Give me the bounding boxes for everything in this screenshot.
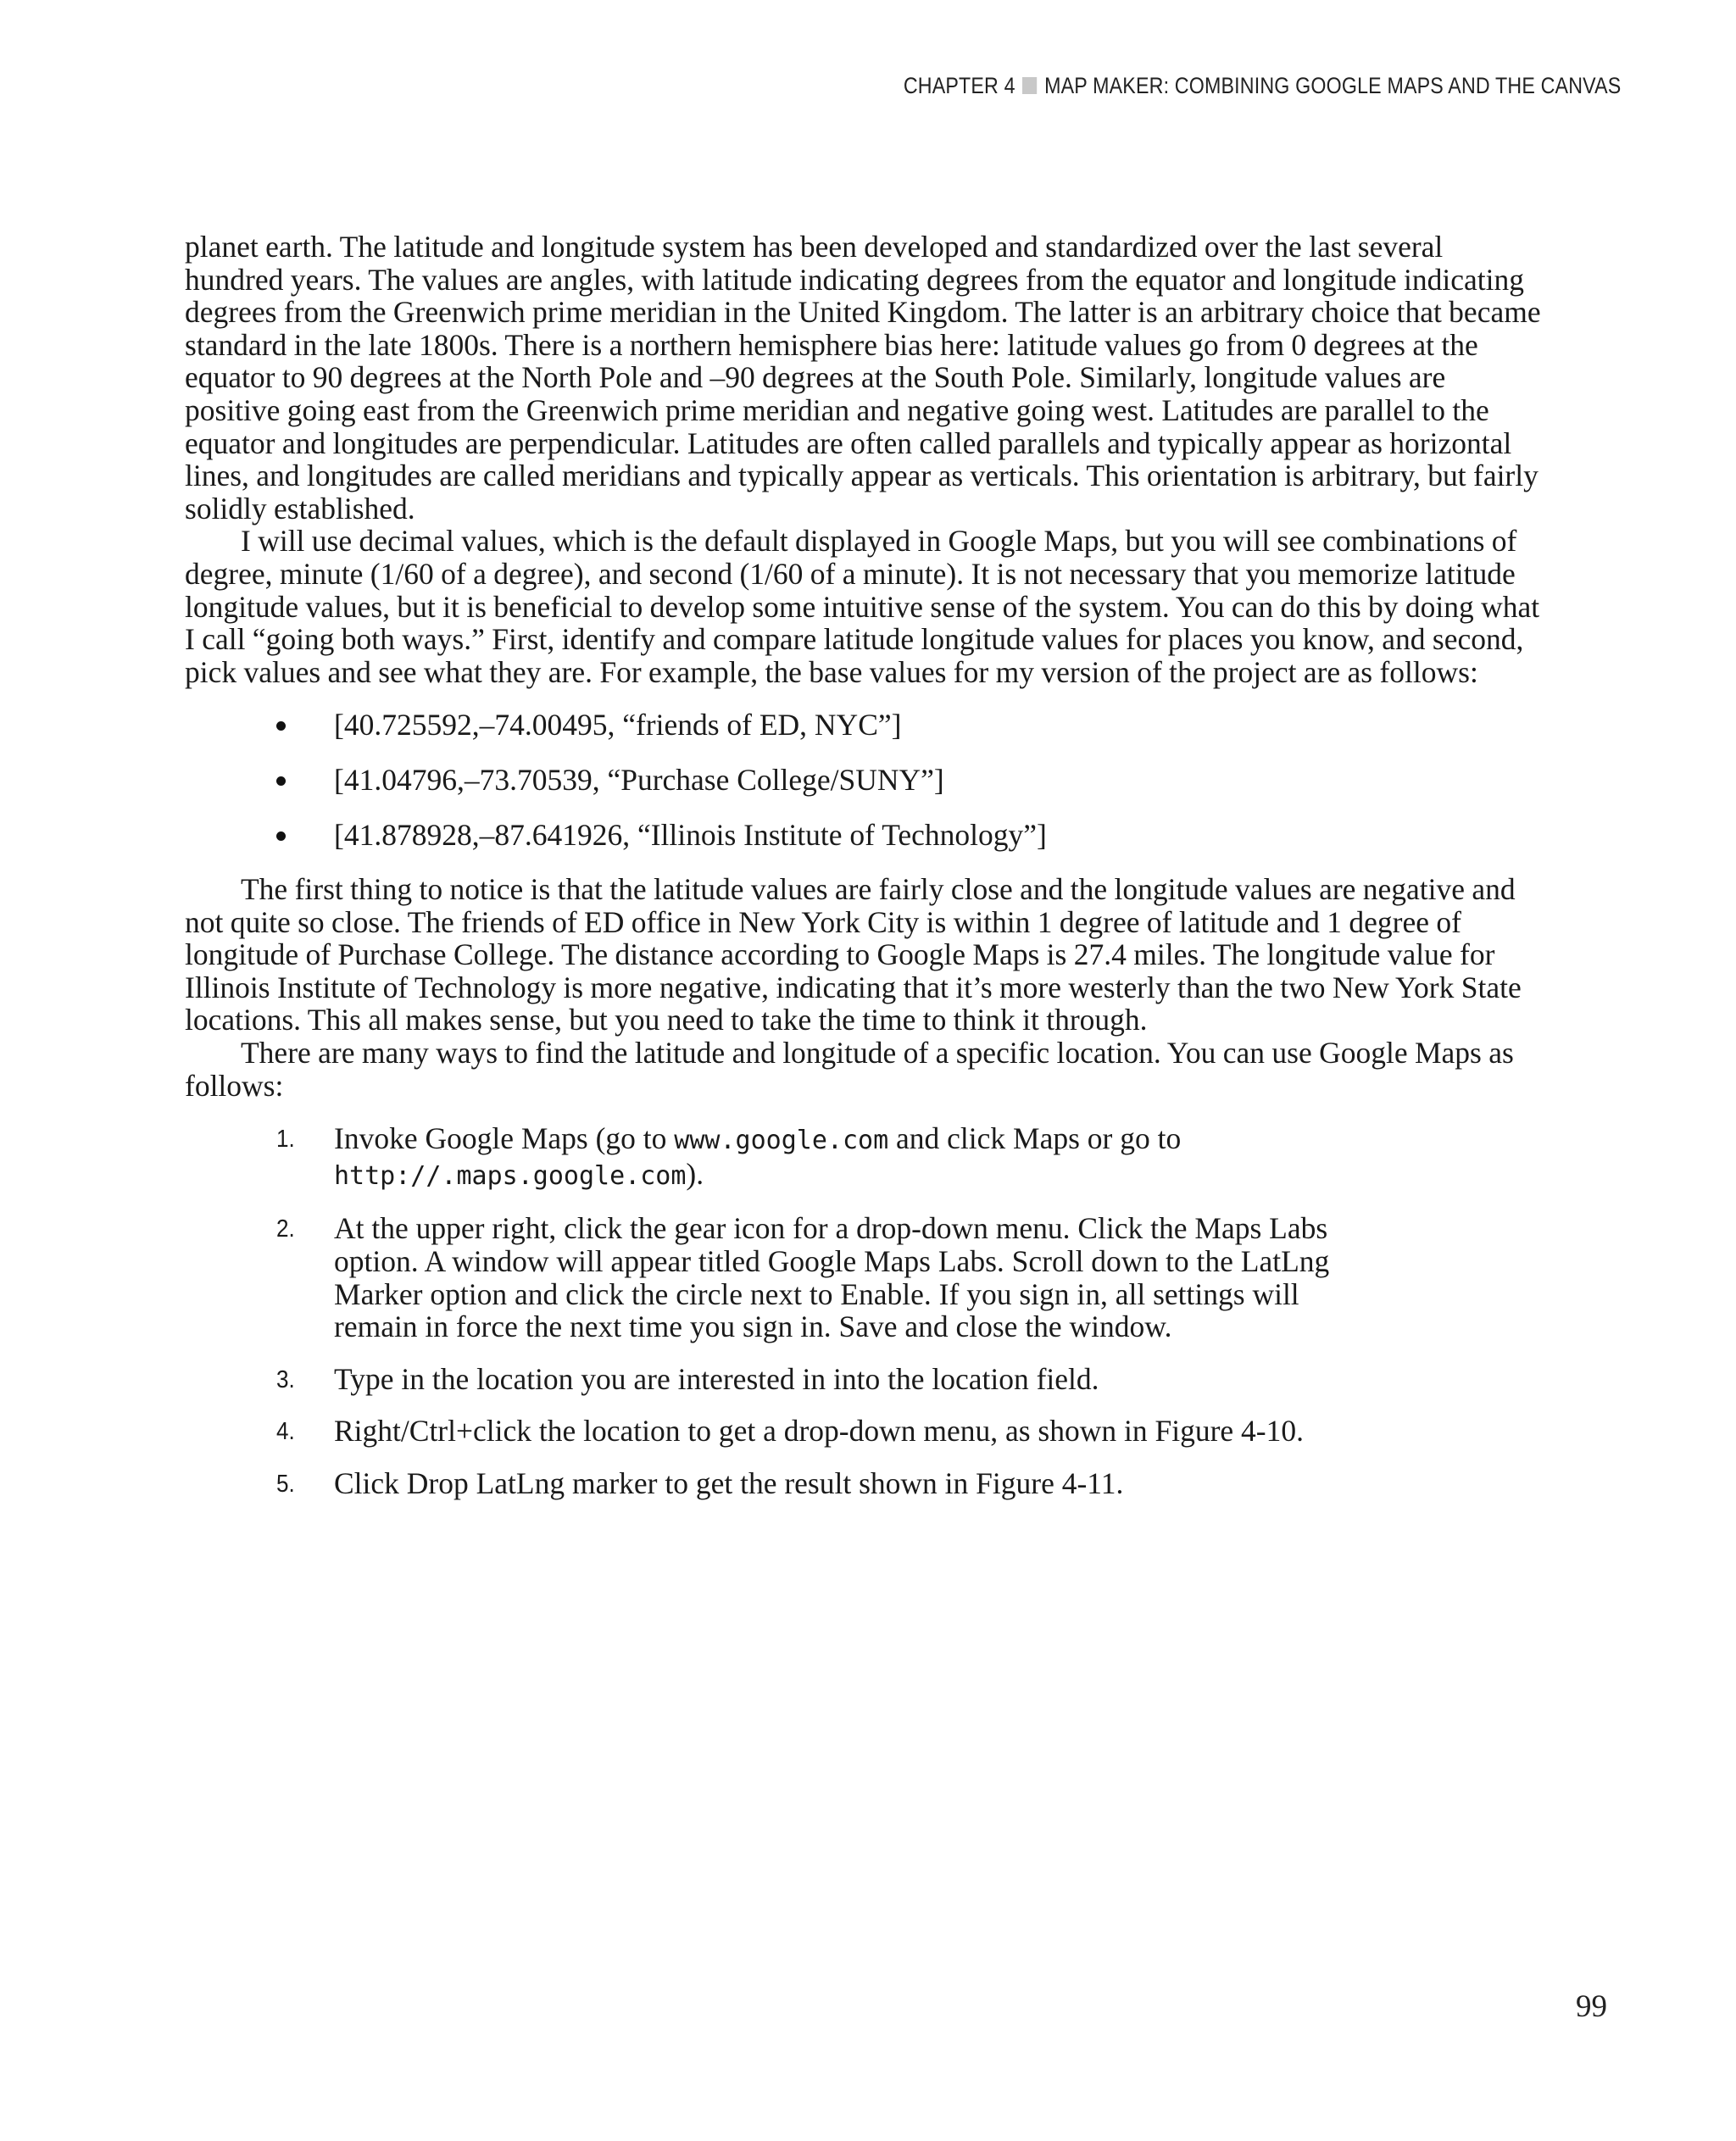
step-number: 2. bbox=[276, 1215, 295, 1243]
page-body bbox=[185, 231, 1541, 1520]
page-number: 99 bbox=[1576, 1989, 1607, 2024]
list-item bbox=[185, 819, 1541, 852]
step-item bbox=[185, 1212, 1355, 1343]
step-text: Invoke Google Maps (go to bbox=[334, 1121, 675, 1156]
steps-list bbox=[185, 1122, 1355, 1499]
maps-url: http://.maps.google.com bbox=[334, 1160, 687, 1191]
step-item bbox=[185, 1467, 1355, 1500]
square-separator-icon bbox=[1022, 77, 1037, 94]
google-url: www.google.com bbox=[674, 1126, 889, 1156]
step-text: Type in the location you are interested in into the location field. bbox=[334, 1361, 1099, 1396]
step-item bbox=[185, 1415, 1355, 1448]
step-text: At the upper right, click the gear icon for a drop-down menu. Click the Maps Labs option. A window will appear titled Google Maps Labs. Scroll down to the LatLng Marker option and click the circle next to Enable. If you sign in, all settings will remain in force the next time you sign in. Save and close the window. bbox=[334, 1211, 1330, 1344]
step-number: 1. bbox=[276, 1126, 295, 1154]
list-item bbox=[185, 709, 1541, 742]
step-number: 3. bbox=[276, 1365, 295, 1393]
list-item-text: [41.04796,–73.70539, “Purchase College/SUNY”] bbox=[334, 762, 944, 797]
running-header bbox=[903, 73, 1621, 99]
step-text: Click Drop LatLng marker to get the result shown in Figure 4-11. bbox=[334, 1466, 1124, 1500]
bullet-icon bbox=[276, 831, 286, 841]
list-item bbox=[185, 764, 1541, 797]
step-item bbox=[185, 1122, 1355, 1193]
paragraph-decimal-values: I will use decimal values, which is the default displayed in Google Maps, but you will see combinations of degree, minute (1/60 of a degree), and second (1/60 of a minute). It is not necessary that you memorize latitude longitude values, but it is beneficial to develop some intuitive sense of the system. You can do this by doing what I call “going both ways.” First, identify and compare latitude longitude values for places you know, and second, pick values and see what they are. For example, the base values for my version of the project are as follows: bbox=[185, 524, 1540, 689]
step-item bbox=[185, 1363, 1355, 1396]
chapter-title: MAP MAKER: COMBINING GOOGLE MAPS AND THE CANVAS bbox=[1043, 73, 1621, 98]
step-text: and click Maps or go to bbox=[888, 1121, 1182, 1156]
paragraph-first-thing-to-notice: The first thing to notice is that the latitude values are fairly close and the longitude values are negative and not quite so close. The friends of ED office in New York City is within 1 degree of latitude and 1 degree of longitude of Purchase College. The distance according to Google Maps is 27.4 miles. The longitude value for Illinois Institute of Technology is more negative, indicating that it’s more westerly than the two New York State locations. This all makes sense, but you need to take the time to think it through. bbox=[185, 872, 1522, 1037]
step-text: Right/Ctrl+click the location to get a drop-down menu, as shown in Figure 4-10. bbox=[334, 1414, 1305, 1449]
chapter-label: CHAPTER 4 bbox=[903, 73, 1015, 98]
bullet-icon bbox=[276, 776, 286, 786]
step-text: ). bbox=[686, 1156, 704, 1191]
paragraph-latitude-longitude-system: planet earth. The latitude and longitude system has been developed and standardized over the last several hundred years. The values are angles, with latitude indicating degrees from the equator and longitude indicating degrees from the Greenwich prime meridian in the United Kingdom. The latter is an arbitrary choice that became standard in the late 1800s. There is a northern hemisphere bias here: latitude values go from 0 degrees at the equator to 90 degrees at the North Pole and –90 degrees at the South Pole. Similarly, longitude values are positive going east from the Greenwich prime meridian and negative going west. Latitudes are parallel to the equator and longitudes are perpendicular. Latitudes are often called parallels and typically appear as horizontal lines, and longitudes are called meridians and typically appear as verticals. This orientation is arbitrary, but fairly solidly established. bbox=[185, 230, 1541, 526]
list-item-text: [41.878928,–87.641926, “Illinois Institute of Technology”] bbox=[334, 817, 1047, 852]
step-number: 5. bbox=[276, 1471, 295, 1498]
step-number: 4. bbox=[276, 1418, 295, 1446]
bullet-icon bbox=[276, 721, 286, 731]
list-item-text: [40.725592,–74.00495, “friends of ED, NYC”] bbox=[334, 708, 902, 742]
location-list bbox=[185, 709, 1541, 851]
paragraph-many-ways: There are many ways to find the latitude and longitude of a specific location. You can use Google Maps as follows: bbox=[185, 1036, 1514, 1103]
